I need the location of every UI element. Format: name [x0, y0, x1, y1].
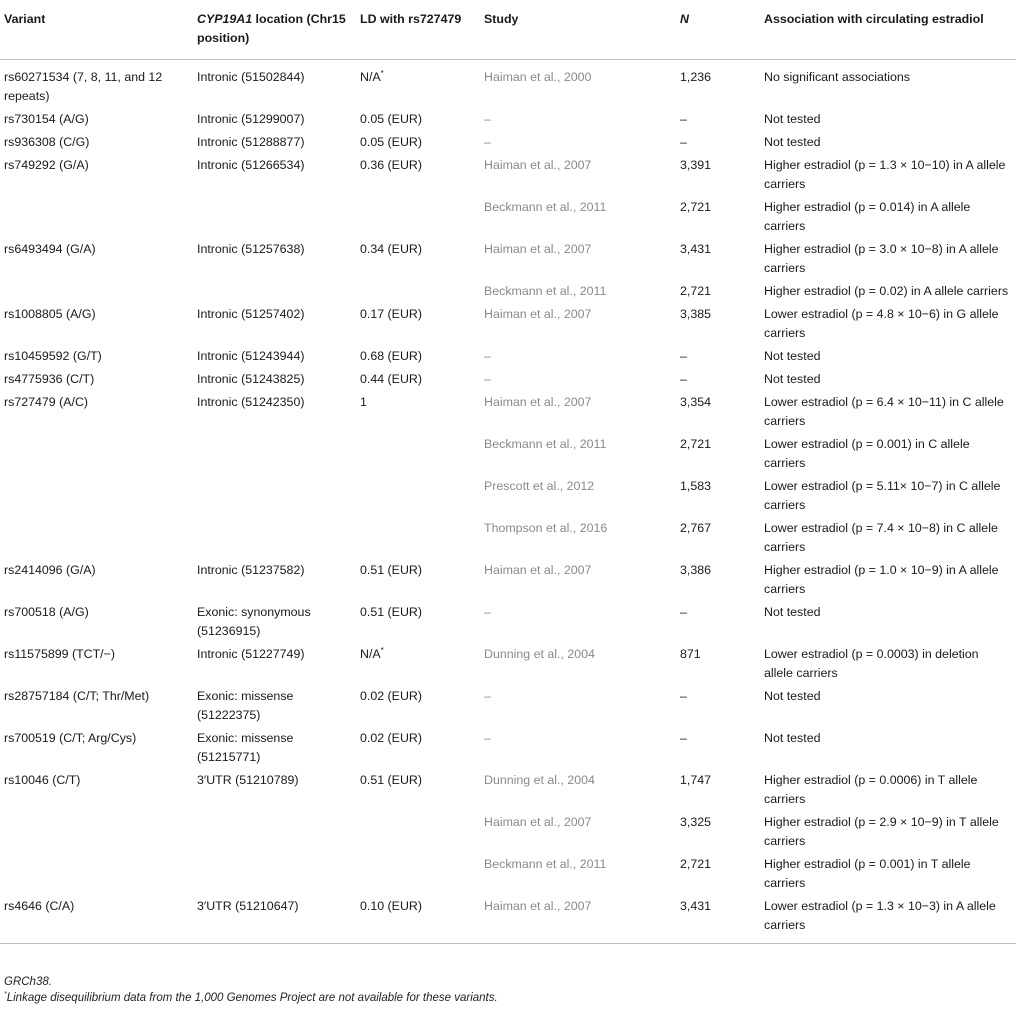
- association-cell: [760, 239, 1016, 281]
- location-cell: [193, 476, 356, 518]
- study-cell: [480, 155, 676, 197]
- location-cell-text: Intronic (51243944): [197, 349, 305, 363]
- header-location-text: location (Chr15 position): [197, 12, 346, 45]
- association-cell-text: Not tested: [764, 731, 821, 745]
- study-cell-text: –: [484, 372, 491, 386]
- study-cell-text: Haiman et al., 2007: [484, 815, 592, 829]
- table-row: [0, 60, 1016, 110]
- variant-cell: [0, 60, 193, 110]
- study-cell: [480, 434, 676, 476]
- n-cell-text: –: [680, 372, 687, 386]
- association-cell: [760, 728, 1016, 770]
- variant-cell: [0, 518, 193, 560]
- n-cell-text: –: [680, 112, 687, 126]
- table-row: [0, 132, 1016, 155]
- n-cell: [676, 392, 760, 434]
- study-cell: [480, 239, 676, 281]
- ld-cell: [356, 770, 480, 812]
- ld-cell: [356, 197, 480, 239]
- ld-cell: [356, 304, 480, 346]
- location-cell: [193, 686, 356, 728]
- study-cell-text: Haiman et al., 2007: [484, 563, 592, 577]
- table-row: [0, 346, 1016, 369]
- table-row: [0, 518, 1016, 560]
- study-cell-text: –: [484, 605, 491, 619]
- variant-cell-text: rs10046 (C/T): [4, 773, 81, 787]
- ld-cell: [356, 476, 480, 518]
- header-variant: Variant: [0, 0, 193, 60]
- variant-cell: [0, 197, 193, 239]
- variant-cell: [0, 560, 193, 602]
- header-location: [193, 0, 356, 60]
- variant-cell: [0, 602, 193, 644]
- variant-cell-text: rs700519 (C/T; Arg/Cys): [4, 731, 137, 745]
- table-row: [0, 239, 1016, 281]
- association-cell: [760, 60, 1016, 110]
- table-row: [0, 728, 1016, 770]
- association-cell: [760, 369, 1016, 392]
- n-cell: [676, 770, 760, 812]
- footnote-ld: [4, 990, 498, 1006]
- header-association: Association with circulating estradiol: [760, 0, 1016, 60]
- n-cell: [676, 304, 760, 346]
- study-cell-text: –: [484, 135, 491, 149]
- variant-cell-text: rs936308 (C/G): [4, 135, 90, 149]
- n-cell: [676, 346, 760, 369]
- ld-footnote-mark: *: [380, 645, 384, 655]
- location-cell: [193, 770, 356, 812]
- ld-cell: [356, 602, 480, 644]
- association-cell-text: No significant associations: [764, 70, 911, 84]
- table-row: [0, 644, 1016, 686]
- association-cell: [760, 518, 1016, 560]
- study-cell: [480, 896, 676, 944]
- variant-cell-text: rs4775936 (C/T): [4, 372, 95, 386]
- ld-cell-text: 0.51 (EUR): [360, 605, 422, 619]
- variant-cell: [0, 686, 193, 728]
- location-cell-text: Intronic (51227749): [197, 647, 305, 661]
- gene-name: CYP19A1: [197, 12, 253, 26]
- location-cell: [193, 728, 356, 770]
- study-cell-text: Haiman et al., 2007: [484, 307, 592, 321]
- header-study: Study: [480, 0, 676, 60]
- n-cell-text: 1,747: [680, 773, 712, 787]
- study-cell: [480, 109, 676, 132]
- variant-cell-text: rs727479 (A/C): [4, 395, 89, 409]
- variant-cell: [0, 346, 193, 369]
- ld-cell-text: N/A: [360, 647, 381, 661]
- variant-cell: [0, 812, 193, 854]
- table-row: [0, 560, 1016, 602]
- study-cell: [480, 770, 676, 812]
- location-cell-text: Exonic: synonymous (51236915): [197, 605, 311, 638]
- association-cell-text: Lower estradiol (p = 7.4 × 10−8) in C allele carriers: [764, 521, 998, 554]
- n-cell: [676, 239, 760, 281]
- ld-cell-text: 0.68 (EUR): [360, 349, 422, 363]
- association-cell: [760, 281, 1016, 304]
- study-cell-text: Beckmann et al., 2011: [484, 437, 607, 451]
- association-cell-text: Not tested: [764, 372, 821, 386]
- header-n-text: N: [680, 12, 689, 26]
- association-cell-text: Not tested: [764, 349, 821, 363]
- n-cell: [676, 854, 760, 896]
- n-cell-text: 3,385: [680, 307, 712, 321]
- n-cell-text: 2,721: [680, 200, 712, 214]
- n-cell-text: 2,721: [680, 857, 712, 871]
- association-cell: [760, 644, 1016, 686]
- location-cell-text: Intronic (51243825): [197, 372, 305, 386]
- location-cell-text: Intronic (51299007): [197, 112, 305, 126]
- n-cell: [676, 812, 760, 854]
- table-row: [0, 770, 1016, 812]
- study-cell-text: Haiman et al., 2007: [484, 899, 592, 913]
- variant-cell-text: rs11575899 (TCT/−): [4, 647, 115, 661]
- footnote-mark: *: [4, 991, 7, 999]
- association-cell: [760, 812, 1016, 854]
- variant-cell-text: rs749292 (G/A): [4, 158, 89, 172]
- variant-cell-text: rs2414096 (G/A): [4, 563, 96, 577]
- table-row: [0, 392, 1016, 434]
- n-cell: [676, 155, 760, 197]
- study-cell-text: Haiman et al., 2007: [484, 158, 592, 172]
- n-cell: [676, 896, 760, 944]
- location-cell-text: Intronic (51257402): [197, 307, 305, 321]
- table-row: [0, 812, 1016, 854]
- table-row: [0, 896, 1016, 944]
- ld-cell: [356, 132, 480, 155]
- association-cell: [760, 132, 1016, 155]
- association-cell-text: Lower estradiol (p = 0.001) in C allele carriers: [764, 437, 970, 470]
- ld-cell-text: 0.02 (EUR): [360, 731, 422, 745]
- study-cell: [480, 518, 676, 560]
- association-cell: [760, 896, 1016, 944]
- study-cell-text: –: [484, 731, 491, 745]
- ld-cell-text: 0.51 (EUR): [360, 563, 422, 577]
- table-row: [0, 197, 1016, 239]
- study-cell-text: Prescott et al., 2012: [484, 479, 595, 493]
- n-cell: [676, 434, 760, 476]
- ld-cell: [356, 518, 480, 560]
- n-cell-text: –: [680, 605, 687, 619]
- location-cell: [193, 281, 356, 304]
- table-row: [0, 476, 1016, 518]
- association-cell: [760, 602, 1016, 644]
- table-row: [0, 155, 1016, 197]
- location-cell: [193, 644, 356, 686]
- association-cell-text: Higher estradiol (p = 0.0006) in T allele carriers: [764, 773, 978, 806]
- n-cell-text: 2,721: [680, 284, 712, 298]
- study-cell: [480, 560, 676, 602]
- association-cell: [760, 854, 1016, 896]
- ld-cell-text: 0.34 (EUR): [360, 242, 422, 256]
- ld-cell: [356, 854, 480, 896]
- location-cell: [193, 392, 356, 434]
- ld-cell-text: 0.05 (EUR): [360, 112, 422, 126]
- location-cell: [193, 896, 356, 944]
- n-cell-text: –: [680, 731, 687, 745]
- table-row: [0, 602, 1016, 644]
- study-cell: [480, 602, 676, 644]
- ld-cell-text: N/A: [360, 70, 381, 84]
- n-cell-text: –: [680, 689, 687, 703]
- study-cell: [480, 728, 676, 770]
- study-cell-text: Haiman et al., 2007: [484, 395, 592, 409]
- n-cell-text: –: [680, 349, 687, 363]
- ld-cell-text: 0.44 (EUR): [360, 372, 422, 386]
- ld-cell: [356, 560, 480, 602]
- n-cell-text: 871: [680, 647, 701, 661]
- association-cell: [760, 346, 1016, 369]
- study-cell-text: Beckmann et al., 2011: [484, 284, 607, 298]
- ld-cell: [356, 812, 480, 854]
- variant-cell-text: rs1008805 (A/G): [4, 307, 96, 321]
- footnote-ld-text: Linkage disequilibrium data from the 1,000 Genomes Project are not available for these variants.: [6, 992, 498, 1004]
- variant-cell: [0, 476, 193, 518]
- n-cell-text: 2,721: [680, 437, 712, 451]
- variant-cell: [0, 644, 193, 686]
- variant-cell: [0, 434, 193, 476]
- ld-cell: [356, 392, 480, 434]
- ld-cell-text: 0.02 (EUR): [360, 689, 422, 703]
- study-cell-text: Haiman et al., 2007: [484, 242, 592, 256]
- association-cell-text: Not tested: [764, 112, 821, 126]
- table-row: [0, 854, 1016, 896]
- ld-cell: [356, 155, 480, 197]
- ld-cell: [356, 686, 480, 728]
- location-cell-text: Intronic (51502844): [197, 70, 305, 84]
- ld-cell: [356, 109, 480, 132]
- table-row: [0, 109, 1016, 132]
- association-cell-text: Lower estradiol (p = 4.8 × 10−6) in G allele carriers: [764, 307, 999, 340]
- study-cell: [480, 304, 676, 346]
- study-cell: [480, 60, 676, 110]
- ld-cell-text: 1: [360, 395, 367, 409]
- n-cell: [676, 728, 760, 770]
- association-cell: [760, 476, 1016, 518]
- variant-cell: [0, 304, 193, 346]
- study-cell-text: –: [484, 112, 491, 126]
- study-cell-text: Beckmann et al., 2011: [484, 200, 607, 214]
- ld-footnote-mark: *: [380, 68, 384, 78]
- location-cell: [193, 239, 356, 281]
- association-cell: [760, 392, 1016, 434]
- n-cell-text: 3,354: [680, 395, 712, 409]
- association-cell-text: Lower estradiol (p = 0.0003) in deletion allele carriers: [764, 647, 979, 680]
- study-cell: [480, 686, 676, 728]
- association-cell: [760, 155, 1016, 197]
- ld-cell-text: 0.05 (EUR): [360, 135, 422, 149]
- ld-cell-text: 0.51 (EUR): [360, 773, 422, 787]
- table-row: [0, 369, 1016, 392]
- n-cell: [676, 60, 760, 110]
- association-cell-text: Not tested: [764, 605, 821, 619]
- study-cell: [480, 476, 676, 518]
- location-cell: [193, 60, 356, 110]
- table-header: [0, 0, 1016, 60]
- n-cell: [676, 644, 760, 686]
- location-cell-text: Intronic (51266534): [197, 158, 305, 172]
- study-cell: [480, 644, 676, 686]
- location-cell-text: Intronic (51237582): [197, 563, 305, 577]
- study-cell-text: Haiman et al., 2000: [484, 70, 592, 84]
- table-body: [0, 60, 1016, 944]
- variant-cell-text: rs700518 (A/G): [4, 605, 89, 619]
- location-cell-text: 3′UTR (51210647): [197, 899, 299, 913]
- variant-cell: [0, 896, 193, 944]
- location-cell-text: Intronic (51257638): [197, 242, 305, 256]
- n-cell: [676, 281, 760, 304]
- location-cell: [193, 369, 356, 392]
- association-cell-text: Lower estradiol (p = 6.4 × 10−11) in C allele carriers: [764, 395, 1004, 428]
- ld-cell-text: 0.17 (EUR): [360, 307, 422, 321]
- n-cell-text: 3,431: [680, 899, 712, 913]
- study-cell-text: Beckmann et al., 2011: [484, 857, 607, 871]
- association-cell-text: Higher estradiol (p = 0.02) in A allele carriers: [764, 284, 1009, 298]
- location-cell: [193, 132, 356, 155]
- ld-cell: [356, 60, 480, 110]
- n-cell-text: 3,431: [680, 242, 712, 256]
- location-cell: [193, 518, 356, 560]
- ld-cell: [356, 434, 480, 476]
- association-cell-text: Higher estradiol (p = 2.9 × 10−9) in T allele carriers: [764, 815, 999, 848]
- location-cell: [193, 560, 356, 602]
- table-footnotes: [4, 974, 498, 1006]
- location-cell: [193, 346, 356, 369]
- header-n: [676, 0, 760, 60]
- study-cell-text: Dunning et al., 2004: [484, 773, 595, 787]
- n-cell-text: 1,583: [680, 479, 712, 493]
- variant-cell: [0, 239, 193, 281]
- association-cell-text: Higher estradiol (p = 1.0 × 10−9) in A allele carriers: [764, 563, 999, 596]
- n-cell-text: 3,325: [680, 815, 712, 829]
- location-cell: [193, 197, 356, 239]
- n-cell-text: 2,767: [680, 521, 712, 535]
- n-cell: [676, 476, 760, 518]
- variant-cell: [0, 132, 193, 155]
- association-cell-text: Not tested: [764, 135, 821, 149]
- n-cell-text: 3,391: [680, 158, 712, 172]
- ld-cell: [356, 346, 480, 369]
- study-cell: [480, 369, 676, 392]
- header-ld: LD with rs727479: [356, 0, 480, 60]
- n-cell: [676, 197, 760, 239]
- association-cell-text: Higher estradiol (p = 1.3 × 10−10) in A allele carriers: [764, 158, 1006, 191]
- n-cell-text: –: [680, 135, 687, 149]
- association-cell: [760, 560, 1016, 602]
- study-cell: [480, 281, 676, 304]
- association-cell-text: Higher estradiol (p = 0.014) in A allele carriers: [764, 200, 971, 233]
- study-cell: [480, 197, 676, 239]
- location-cell: [193, 812, 356, 854]
- ld-cell: [356, 239, 480, 281]
- location-cell: [193, 602, 356, 644]
- ld-cell: [356, 896, 480, 944]
- variant-cell: [0, 109, 193, 132]
- table-row: [0, 686, 1016, 728]
- association-cell-text: Higher estradiol (p = 3.0 × 10−8) in A allele carriers: [764, 242, 999, 275]
- association-cell-text: Lower estradiol (p = 5.11× 10−7) in C allele carriers: [764, 479, 1001, 512]
- n-cell: [676, 109, 760, 132]
- variant-cell: [0, 728, 193, 770]
- study-cell-text: Thompson et al., 2016: [484, 521, 608, 535]
- ld-cell-text: 0.10 (EUR): [360, 899, 422, 913]
- association-cell: [760, 197, 1016, 239]
- location-cell: [193, 434, 356, 476]
- association-cell: [760, 686, 1016, 728]
- variant-cell: [0, 281, 193, 304]
- study-cell: [480, 132, 676, 155]
- variant-cell-text: rs60271534 (7, 8, 11, and 12 repeats): [4, 70, 163, 103]
- footnote-reference: GRCh38.: [4, 976, 52, 988]
- variant-cell-text: rs10459592 (G/T): [4, 349, 102, 363]
- association-cell: [760, 304, 1016, 346]
- n-cell: [676, 602, 760, 644]
- association-cell: [760, 434, 1016, 476]
- study-cell: [480, 812, 676, 854]
- variant-cell: [0, 854, 193, 896]
- study-cell-text: Dunning et al., 2004: [484, 647, 595, 661]
- ld-cell-text: 0.36 (EUR): [360, 158, 422, 172]
- n-cell-text: 1,236: [680, 70, 712, 84]
- variant-cell-text: rs4646 (C/A): [4, 899, 75, 913]
- location-cell: [193, 304, 356, 346]
- location-cell-text: Intronic (51288877): [197, 135, 305, 149]
- association-cell-text: Higher estradiol (p = 0.001) in T allele carriers: [764, 857, 971, 890]
- association-cell: [760, 770, 1016, 812]
- location-cell: [193, 854, 356, 896]
- ld-cell: [356, 369, 480, 392]
- study-cell-text: –: [484, 349, 491, 363]
- variant-cell: [0, 392, 193, 434]
- association-cell-text: Lower estradiol (p = 1.3 × 10−3) in A allele carriers: [764, 899, 996, 932]
- n-cell: [676, 518, 760, 560]
- variant-cell: [0, 369, 193, 392]
- variant-cell-text: rs6493494 (G/A): [4, 242, 96, 256]
- location-cell-text: Intronic (51242350): [197, 395, 305, 409]
- study-cell: [480, 346, 676, 369]
- n-cell: [676, 132, 760, 155]
- location-cell-text: 3′UTR (51210789): [197, 773, 299, 787]
- association-cell: [760, 109, 1016, 132]
- study-cell: [480, 392, 676, 434]
- variant-cell: [0, 155, 193, 197]
- location-cell: [193, 155, 356, 197]
- ld-cell: [356, 281, 480, 304]
- ld-cell: [356, 728, 480, 770]
- location-cell-text: Exonic: missense (51215771): [197, 731, 294, 764]
- variant-cell-text: rs28757184 (C/T; Thr/Met): [4, 689, 150, 703]
- location-cell-text: Exonic: missense (51222375): [197, 689, 294, 722]
- n-cell: [676, 369, 760, 392]
- n-cell: [676, 686, 760, 728]
- variant-cell: [0, 770, 193, 812]
- ld-cell: [356, 644, 480, 686]
- study-cell-text: –: [484, 689, 491, 703]
- table-row: [0, 281, 1016, 304]
- table-row: [0, 304, 1016, 346]
- n-cell-text: 3,386: [680, 563, 712, 577]
- n-cell: [676, 560, 760, 602]
- location-cell: [193, 109, 356, 132]
- variant-cell-text: rs730154 (A/G): [4, 112, 89, 126]
- association-cell-text: Not tested: [764, 689, 821, 703]
- table-row: [0, 434, 1016, 476]
- study-cell: [480, 854, 676, 896]
